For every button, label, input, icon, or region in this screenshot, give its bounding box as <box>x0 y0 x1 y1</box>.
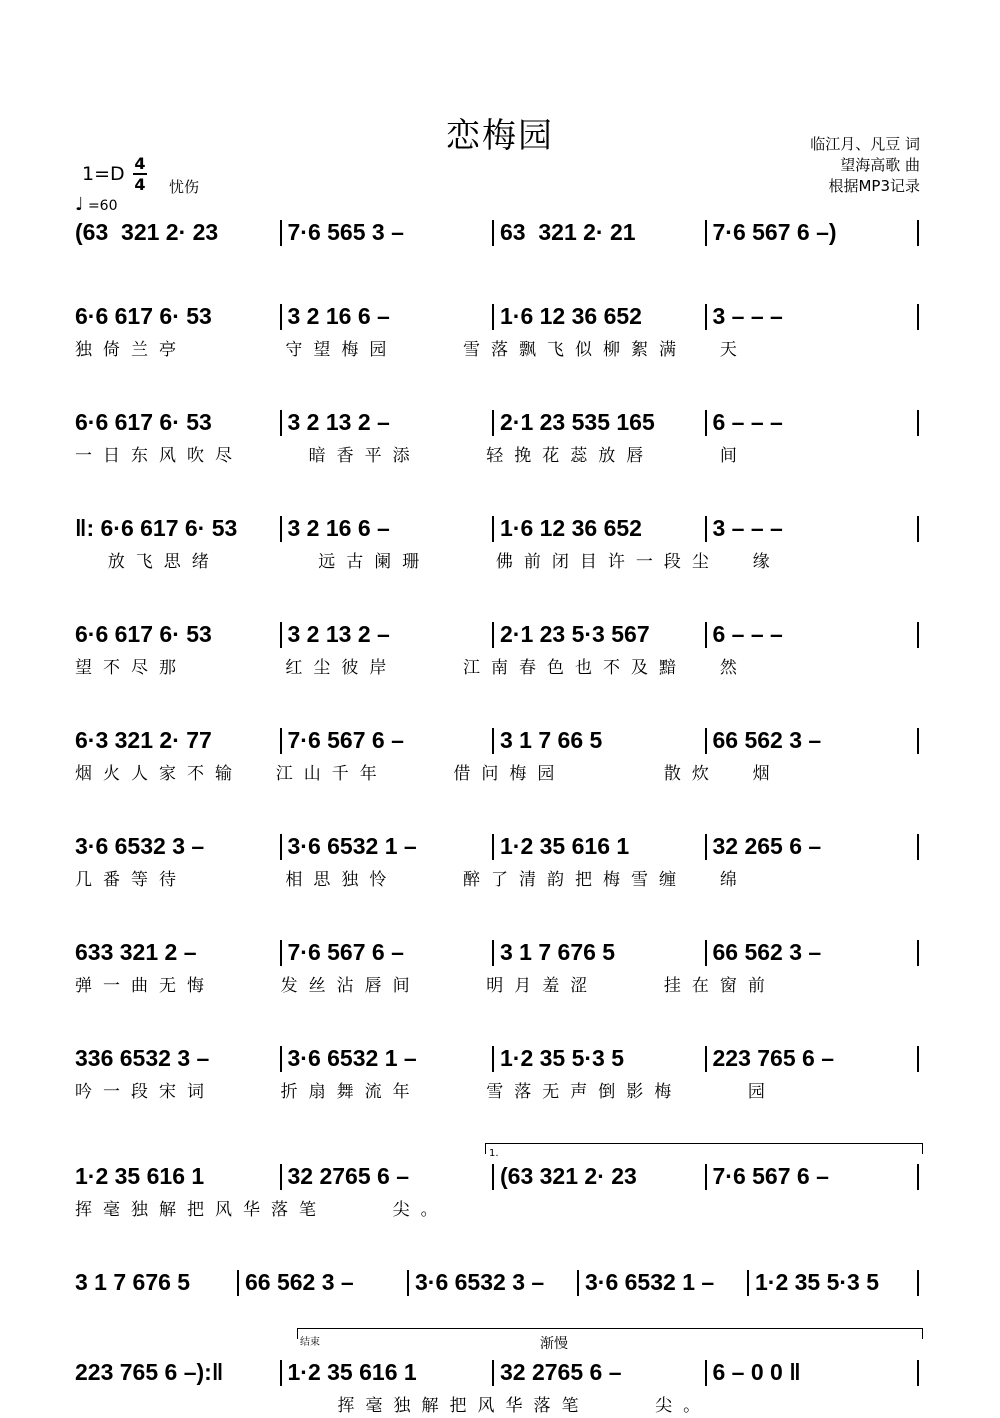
notation-line <box>75 212 925 252</box>
measure: 1·2 35 5·3 5 <box>755 1269 880 1295</box>
slowly-label: 渐慢 <box>540 1336 568 1352</box>
score-row <box>75 1262 925 1328</box>
time-signature-top: 4 <box>134 154 146 173</box>
measure: 633 321 2 – <box>75 939 197 965</box>
barline <box>492 622 494 648</box>
measure: 7·6 565 3 – <box>287 219 404 245</box>
measure: ‖: 6·6 617 6· 53 <box>75 515 238 541</box>
barline <box>705 1046 707 1072</box>
credits <box>810 134 920 197</box>
time-signature-bottom: 4 <box>134 175 146 194</box>
measure: 7·6 567 6 –) <box>712 219 837 245</box>
measure: (63 321 2· 23 <box>500 1163 637 1189</box>
barline <box>917 834 919 860</box>
notation-line <box>75 614 925 654</box>
measure: 3 2 16 6 – <box>287 303 390 329</box>
lyrics-line: 望不尽那 红尘彼岸 江南春色也不及黯 然 <box>75 658 748 678</box>
measure: 66 562 3 – <box>712 939 822 965</box>
measure: 3·6 6532 3 – <box>415 1269 545 1295</box>
score-row <box>75 614 925 680</box>
barline <box>492 410 494 436</box>
lyrics-line: 挥毫独解把风华落笔 尖。 <box>75 1396 712 1416</box>
measure: (63 321 2· 23 <box>75 219 219 245</box>
barline <box>407 1270 409 1296</box>
measure: 6 – 0 0 ‖ <box>712 1359 801 1385</box>
measure: 2·1 23 535 165 <box>500 409 655 435</box>
barline <box>705 410 707 436</box>
barline <box>747 1270 749 1296</box>
measure: 1·2 35 616 1 <box>287 1359 417 1385</box>
barline <box>917 1046 919 1072</box>
lyrics-line: 弹一曲无悔 发丝沾唇间 明月羞涩 挂在窗前 <box>75 976 776 996</box>
barline <box>280 516 282 542</box>
volta-1-label: 1. <box>489 1148 499 1159</box>
barline <box>705 1360 707 1386</box>
measure: 3·6 6532 3 – <box>75 833 205 859</box>
measure: 6 – – – <box>712 621 783 647</box>
barline <box>492 1046 494 1072</box>
time-signature <box>133 155 147 193</box>
lyrics-line: 挥毫独解把风华落笔 尖。 <box>75 1200 449 1220</box>
measure: 1·2 35 616 1 <box>500 833 630 859</box>
lyrics-line: 一日东风吹尽 暗香平添 轻挽花蕊放唇 间 <box>75 446 748 466</box>
barline <box>492 1164 494 1190</box>
score-row <box>75 296 925 362</box>
barline <box>705 940 707 966</box>
barline <box>280 728 282 754</box>
measure: 223 765 6 – <box>712 1045 835 1071</box>
measure: 3 1 7 676 5 <box>75 1269 191 1295</box>
quarter-note-icon: ♩ <box>75 194 84 215</box>
barline <box>280 1360 282 1386</box>
barline <box>280 940 282 966</box>
measure: 1·2 35 5·3 5 <box>500 1045 625 1071</box>
barline <box>917 220 919 246</box>
measure: 2·1 23 5·3 567 <box>500 621 650 647</box>
measure: 66 562 3 – <box>245 1269 354 1295</box>
measure: 6 – – – <box>712 409 783 435</box>
key-signature: 1=D <box>82 163 125 185</box>
barline <box>917 940 919 966</box>
barline <box>705 220 707 246</box>
score-row <box>75 1352 925 1418</box>
score-row <box>75 212 925 278</box>
barline <box>280 304 282 330</box>
measure: 3 – – – <box>712 515 783 541</box>
barline <box>280 1046 282 1072</box>
barline <box>577 1270 579 1296</box>
measure: 3 2 13 2 – <box>287 621 390 647</box>
measure: 66 562 3 – <box>712 727 822 753</box>
barline <box>280 1164 282 1190</box>
barline <box>705 834 707 860</box>
barline <box>280 622 282 648</box>
barline <box>705 304 707 330</box>
notation-line <box>75 1352 925 1392</box>
notation-line <box>75 1156 925 1196</box>
barline <box>917 410 919 436</box>
page-title: 恋梅园 <box>446 116 554 156</box>
measure: 223 765 6 –):‖ <box>75 1359 224 1385</box>
lyrics-line: 几番等待 相思独怜 醉了清韵把梅雪缠 绵 <box>75 870 748 890</box>
lyrics-line: 吟一段宋词 折扇舞流年 雪落无声倒影梅 园 <box>75 1082 776 1102</box>
notation-line <box>75 296 925 336</box>
measure: 3·6 6532 1 – <box>287 833 417 859</box>
barline <box>705 622 707 648</box>
barline <box>492 940 494 966</box>
lyrics-line: 烟火人家不输 江山千年 借问梅园 散炊 烟 <box>75 764 781 784</box>
score-row <box>75 1156 925 1222</box>
measure: 3 2 16 6 – <box>287 515 390 541</box>
measure: 3 1 7 676 5 <box>500 939 616 965</box>
barline <box>492 516 494 542</box>
barline <box>492 304 494 330</box>
barline <box>492 220 494 246</box>
notation-line <box>75 932 925 972</box>
measure: 6·6 617 6· 53 <box>75 409 212 435</box>
barline <box>917 728 919 754</box>
measure: 32 2765 6 – <box>500 1359 622 1385</box>
score-row <box>75 932 925 998</box>
measure: 1·6 12 36 652 <box>500 303 642 329</box>
measure: 1·6 12 36 652 <box>500 515 642 541</box>
barline <box>280 834 282 860</box>
barline <box>917 622 919 648</box>
barline <box>705 728 707 754</box>
score-row <box>75 826 925 892</box>
measure: 1·2 35 616 1 <box>75 1163 205 1189</box>
measure: 6·6 617 6· 53 <box>75 303 212 329</box>
measure: 7·6 567 6 – <box>287 939 404 965</box>
barline <box>280 410 282 436</box>
barline <box>492 834 494 860</box>
volta-1-bracket <box>485 1143 923 1154</box>
score-row <box>75 720 925 786</box>
measure: 3 1 7 66 5 <box>500 727 603 753</box>
score-row <box>75 508 925 574</box>
notation-line <box>75 826 925 866</box>
credit-transcriber: 根据MP3记录 <box>828 177 920 195</box>
measure: 3·6 6532 1 – <box>585 1269 715 1295</box>
mood-marking: 忧伤 <box>169 178 200 196</box>
lyrics-line: 独倚兰亭 守望梅园 雪落飘飞似柳絮满 天 <box>75 340 748 360</box>
barline <box>492 1360 494 1386</box>
credit-lyricist: 临江月、凡豆 词 <box>810 135 920 153</box>
notation-line <box>75 720 925 760</box>
measure: 32 2765 6 – <box>287 1163 410 1189</box>
barline <box>917 1270 919 1296</box>
measure: 7·6 567 6 – <box>712 1163 829 1189</box>
barline <box>492 728 494 754</box>
notation-line <box>75 1262 925 1302</box>
notation-line <box>75 508 925 548</box>
barline <box>917 1360 919 1386</box>
score-row <box>75 402 925 468</box>
measure: 336 6532 3 – <box>75 1045 210 1071</box>
barline <box>280 220 282 246</box>
lyrics-line <box>75 1304 925 1328</box>
barline <box>917 304 919 330</box>
lyrics-line <box>75 254 925 278</box>
barline <box>917 1164 919 1190</box>
measure: 63 321 2· 21 <box>500 219 636 245</box>
lyrics-line: 放飞思绪 远古阑珊 佛前闭目许一段尘 缘 <box>75 552 781 572</box>
ending-label: 结束 <box>300 1337 320 1348</box>
barline <box>705 1164 707 1190</box>
ending-bracket <box>297 1328 923 1339</box>
measure: 3 – – – <box>712 303 783 329</box>
credit-composer: 望海高歌 曲 <box>840 156 920 174</box>
barline <box>237 1270 239 1296</box>
score-row <box>75 1038 925 1104</box>
notation-line <box>75 1038 925 1078</box>
measure: 32 265 6 – <box>712 833 822 859</box>
tempo-value: =60 <box>87 198 118 214</box>
notation-line <box>75 402 925 442</box>
barline <box>705 516 707 542</box>
measure: 6·3 321 2· 77 <box>75 727 212 753</box>
measure: 7·6 567 6 – <box>287 727 404 753</box>
measure: 3 2 13 2 – <box>287 409 390 435</box>
measure: 6·6 617 6· 53 <box>75 621 212 647</box>
measure: 3·6 6532 1 – <box>287 1045 417 1071</box>
barline <box>917 516 919 542</box>
